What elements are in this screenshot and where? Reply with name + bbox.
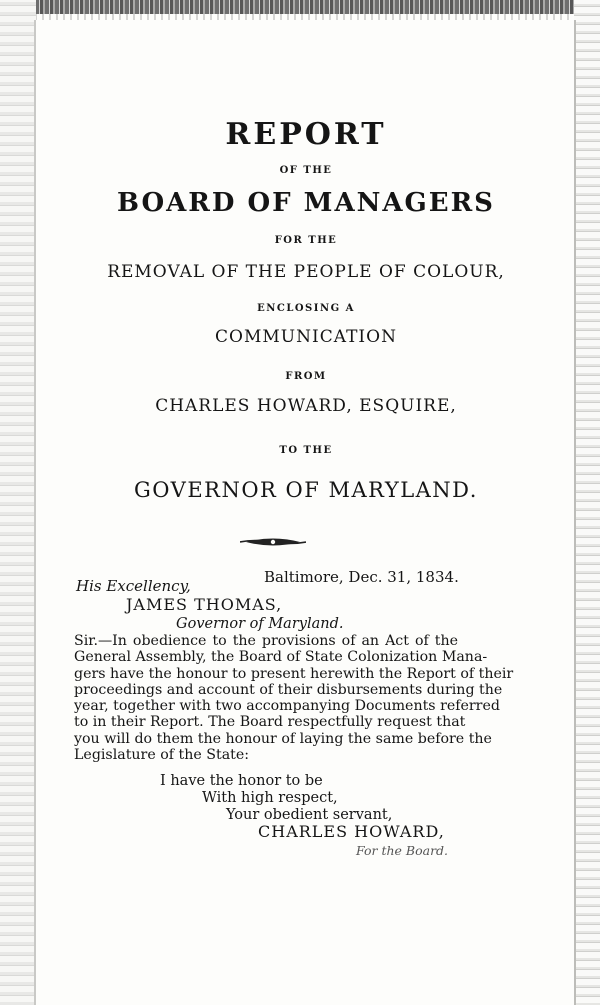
removal-heading: REMOVAL OF THE PEOPLE OF COLOUR, xyxy=(107,262,505,282)
letter-body-line: year, together with two accompanying Documents referred xyxy=(74,698,500,715)
salutation: His Excellency, xyxy=(76,577,191,595)
addressee-name: JAMES THOMAS, xyxy=(126,595,283,614)
for-the-line: FOR THE xyxy=(274,235,338,246)
signature: CHARLES HOWARD, xyxy=(258,822,445,841)
scan-top-edge xyxy=(0,0,600,14)
scan-top-noise xyxy=(0,14,600,20)
closing-line-1: I have the honor to be xyxy=(160,773,323,789)
closing-line-3: Your obedient servant, xyxy=(226,807,393,823)
addressee-title: Governor of Maryland. xyxy=(176,616,344,632)
ornament-divider-icon xyxy=(240,536,306,548)
page-left-edge xyxy=(0,0,36,1005)
from-line: FROM xyxy=(285,371,327,382)
letter-body-line: General Assembly, the Board of State Colonization Mana- xyxy=(74,649,488,666)
recipient-heading: GOVERNOR OF MARYLAND. xyxy=(134,478,478,502)
to-the-line: TO THE xyxy=(279,445,333,456)
board-of-managers-heading: BOARD OF MANAGERS xyxy=(117,188,495,218)
report-title: REPORT xyxy=(225,117,387,152)
letter-body-line: to in their Report. The Board respectfully request that xyxy=(74,714,466,731)
page-right-edge xyxy=(574,0,600,1005)
place-date: Baltimore, Dec. 31, 1834. xyxy=(264,568,459,586)
letter-body-line: gers have the honour to present herewith the Report of their xyxy=(74,665,514,682)
letter-body xyxy=(74,633,514,764)
letter-body-line: proceedings and account of their disbursements during the xyxy=(74,681,503,698)
letter-body-line: you will do them the honour of laying the same before the xyxy=(74,730,492,747)
letter-body-line: Sir.—In obedience to the provisions of an Act of the xyxy=(74,633,458,649)
letter-body-line: Legislature of the State: xyxy=(74,747,250,764)
of-the-line: OF THE xyxy=(279,165,333,176)
signature-role: For the Board. xyxy=(356,843,449,858)
author-heading: CHARLES HOWARD, ESQUIRE, xyxy=(155,396,457,416)
communication-heading: COMMUNICATION xyxy=(215,327,397,347)
closing-line-2: With high respect, xyxy=(202,790,338,806)
enclosing-line: ENCLOSING A xyxy=(257,303,355,314)
